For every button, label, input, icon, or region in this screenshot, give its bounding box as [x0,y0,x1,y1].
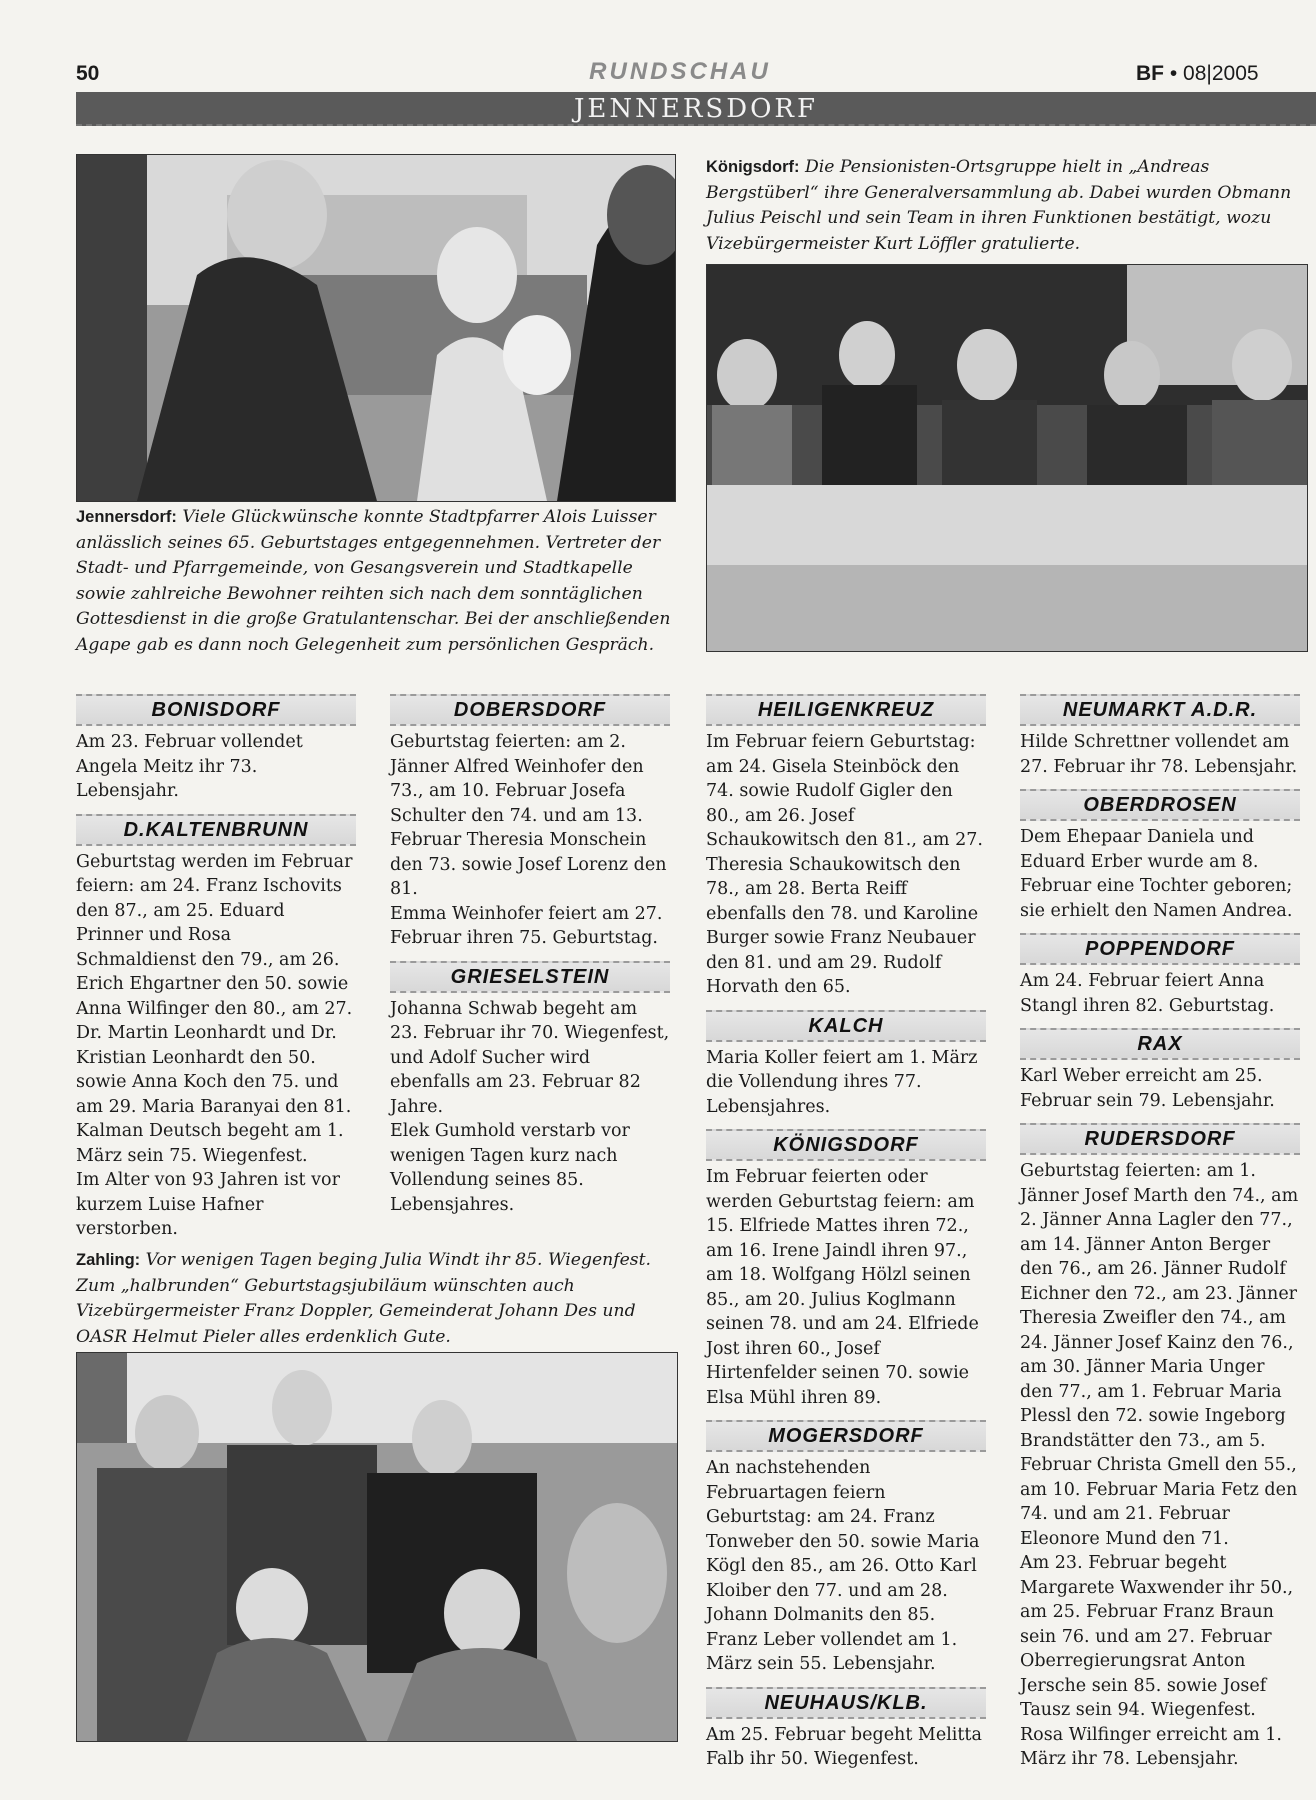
paragraph: Elek Gumhold verstarb vor wenigen Tagen kurz nach Vollendung seines 85. Lebensjahres. [390,1121,630,1215]
caption-text: Vor wenigen Tagen beging Julia Windt ihr 85. Wiegenfest. Zum „halbrunden“ Geburtstagsjubiläum wünschten auch Vizebürgermeister Franz Doppler, Gemeinderat Johann Des und OASR Helmut Pieler alles erdenklich Gute. [76,1250,651,1347]
paragraph: Hilde Schrettner vollendet am 27. Februar ihr 78. Lebensjahr. [1020,732,1298,777]
section-title: RUNDSCHAU [589,58,771,85]
section-heading-rax: RAX [1020,1028,1300,1060]
paragraph: Am 23. Februar begeht Margarete Waxwender ihr 50., am 25. Februar Franz Braun sein 76. und am 27. Februar Oberregierungsrat Anton Jersche sein 85. sowie Josef Tausz sein 94. Wiegenfest. [1020,1553,1294,1720]
section-heading-rudersdorf: RUDERSDORF [1020,1123,1300,1155]
paragraph: Am 25. Februar begeht Melitta Falb ihr 50. Wiegenfest. [706,1724,982,1769]
section-heading-koenigsdorf: KÖNIGSDORF [706,1129,986,1161]
column-4 [1020,692,1300,1772]
photo-jennersdorf [76,154,676,502]
section-heading-dobersdorf: DOBERSDORF [390,694,670,726]
column-2 [390,692,670,1217]
section-heading-neumarkt: NEUMARKT A.D.R. [1020,694,1300,726]
paragraph: Rosa Wilfinger erreicht am 1. März ihr 78. Lebensjahr. [1020,1724,1282,1769]
caption-place: Königsdorf: [706,158,800,176]
paragraph: An nachstehenden Februartagen feiern Geburtstag: am 24. Franz Tonweber den 50. sowie Maria Kögl den 85., am 26. Otto Karl Kloiber den 77. und am 28. Johann Dolmanits den 85. [706,1458,980,1625]
magazine-name: BF [1136,62,1164,85]
paragraph: Im Februar feierten oder werden Geburtstag feiern: am 15. Elfriede Mattes ihren 72., am 16. Irene Jaindl ihren 97., am 18. Wolfgang Hölzl seinen 85., am 20. Julius Koglmann seinen 78. und am 24. Elfriede Jost ihren 60., Josef Hirtenfelder seinen 70. sowie Elsa Mühl ihren 89. [706,1167,979,1408]
caption-text: Die Pensionisten-Ortsgruppe hielt in „Andreas Bergstüberl“ ihre Generalversammlung ab. Dabei wurden Obmann Julius Peischl und sein Team in ihren Funktionen bestätigt, wozu Vizebürgermeister Kurt Löffler gratulierte. [706,157,1292,254]
region-name: JENNERSDORF [573,94,819,124]
column-3 [706,692,986,1772]
section-heading-poppendorf: POPPENDORF [1020,933,1300,965]
page-number: 50 [76,62,100,85]
section-heading-kaltenbrunn: D.KALTENBRUNN [76,814,356,846]
paragraph: Maria Koller feiert am 1. März die Vollendung ihres 77. Lebensjahres. [706,1047,978,1117]
paragraph: Am 23. Februar vollendet Angela Meitz ihr 73. Lebensjahr. [76,732,303,801]
paragraph: Am 24. Februar feiert Anna Stangl ihren 82. Geburtstag. [1020,971,1275,1016]
caption-jennersdorf [76,505,674,658]
paragraph: Franz Leber vollendet am 1. März sein 55. Lebensjahr. [706,1629,958,1674]
paragraph: Kalman Deutsch begeht am 1. März sein 75. Wiegenfest. [76,1121,344,1166]
issue-info: BF • 08|2005 [1136,62,1259,85]
photo-koenigsdorf [706,264,1308,652]
section-heading-heiligenkreuz: HEILIGENKREUZ [706,694,986,726]
column-1 [76,692,356,1242]
region-banner [76,92,1316,126]
section-heading-neuhaus: NEUHAUS/KLB. [706,1687,986,1719]
paragraph: Geburtstag werden im Februar feiern: am 24. Franz Ischovits den 87., am 25. Eduard Prinner und Rosa Schmaldienst den 79., am 26. Erich Ehgartner den 50. sowie Anna Wilfinger den 80., am 27. Dr. Martin Leonhardt und Dr. Kristian Leonhardt den 50. sowie Anna Koch den 75. und am 29. Maria Baranyai den 81. [76,851,353,1117]
caption-koenigsdorf [706,155,1306,257]
section-heading-bonisdorf: BONISDORF [76,694,356,726]
caption-place: Jennersdorf: [76,508,177,526]
paragraph: Karl Weber erreicht am 25. Februar sein 79. Lebensjahr. [1020,1066,1275,1111]
section-heading-kalch: KALCH [706,1010,986,1042]
paragraph: Im Alter von 93 Jahren ist vor kurzem Luise Hafner verstorben. [76,1170,340,1239]
paragraph: Dem Ehepaar Daniela und Eduard Erber wurde am 8. Februar eine Tochter geboren; sie erhielt den Namen Andrea. [1020,827,1293,921]
paragraph: Im Februar feiern Geburtstag: am 24. Gisela Steinböck den 74. sowie Rudolf Gigler den 80., am 26. Josef Schaukowitsch den 81., am 27. Theresia Schaukowitsch den 78., am 28. Berta Reiff ebenfalls den 78. und Karoline Burger sowie Franz Neubauer den 81. und am 29. Rudolf Horvath den 65. [706,732,983,997]
paragraph: Emma Weinhofer feiert am 27. Februar ihren 75. Geburtstag. [390,903,663,948]
issue-number: 08|2005 [1183,62,1259,85]
section-heading-grieselstein: GRIESELSTEIN [390,961,670,993]
caption-zahling [76,1248,676,1350]
caption-text: Viele Glückwünsche konnte Stadtpfarrer Alois Luisser anlässlich seines 65. Geburtstages entgegennehmen. Vertreter der Stadt- und Pfarrgemeinde, von Gesangsverein und Stadtkapelle sowie zahlreiche Bewohner reihten sich nach dem sonntäglichen Gottesdienst in die große Gratulantenschar. Bei der anschließenden Agape gab es dann noch Gelegenheit zum persönlichen Gespräch. [76,507,671,655]
paragraph: Geburtstag feierten: am 2. Jänner Alfred Weinhofer den 73., am 10. Februar Josefa Schulter den 74. und am 13. Februar Theresia Monschein den 73. sowie Josef Lorenz den 81. [390,732,667,899]
paragraph: Johanna Schwab begeht am 23. Februar ihr 70. Wiegenfest, und Adolf Sucher wird ebenfalls am 23. Februar 82 Jahre. [390,998,670,1117]
caption-place: Zahling: [76,1251,141,1269]
section-heading-oberdrosen: OBERDROSEN [1020,789,1300,821]
section-heading-mogersdorf: MOGERSDORF [706,1420,986,1452]
paragraph: Geburtstag feierten: am 1. Jänner Josef Marth den 74., am 2. Jänner Anna Lagler den 77., am 14. Jänner Anton Berger den 76., am 26. Jänner Rudolf Eichner den 72., am 23. Jänner Theresia Zweifler den 74., am 24. Jänner Josef Kainz den 76., am 30. Jänner Maria Unger den 77., am 1. Februar Maria Plessl den 72. sowie Ingeborg Brandstätter den 73., am 5. Februar Christa Gmell den 55., am 10. Februar Maria Fetz den 74. und am 21. Februar Eleonore Mund den 71. [1020,1161,1299,1549]
photo-zahling [76,1352,678,1742]
